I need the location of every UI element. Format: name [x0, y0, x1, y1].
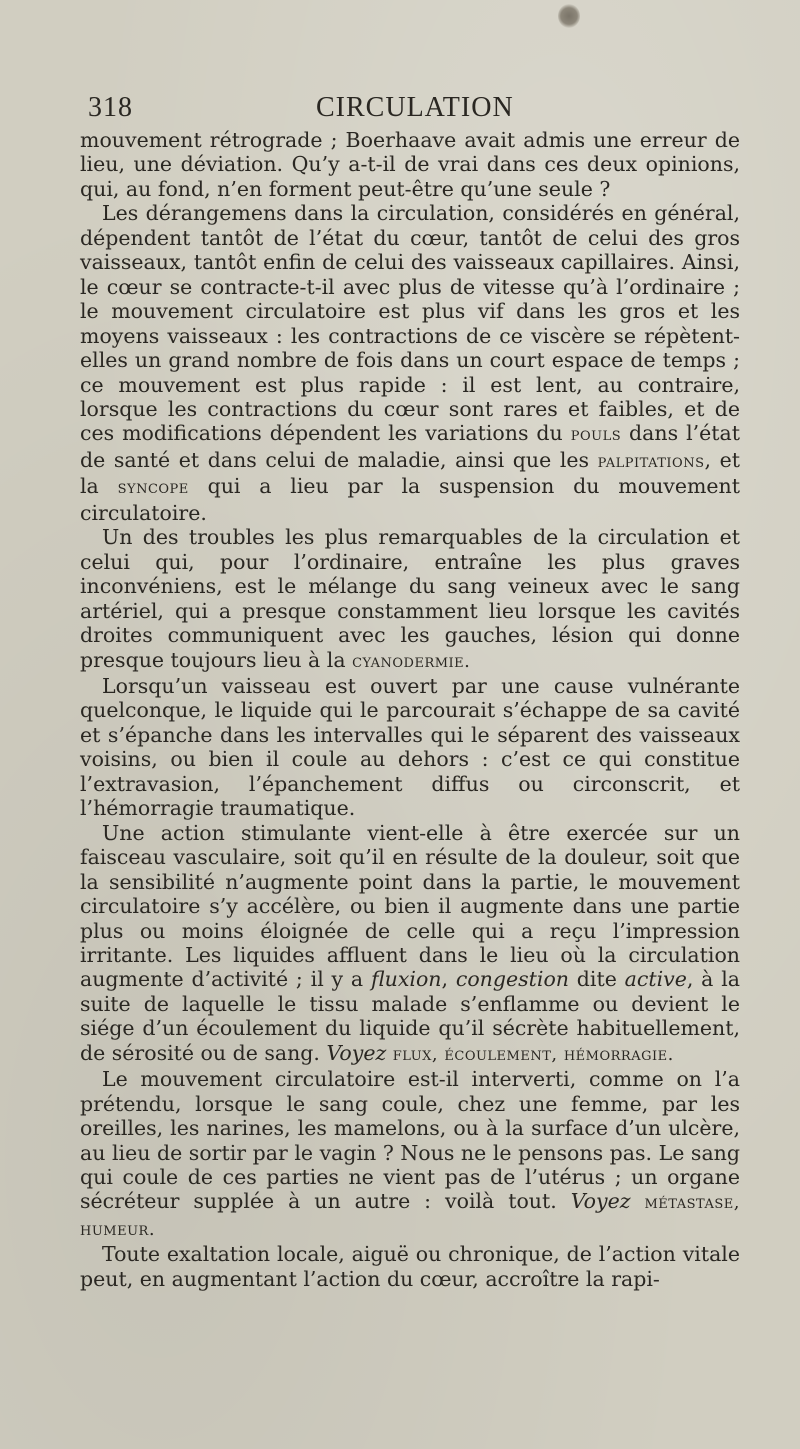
ink-stain — [558, 4, 580, 28]
paragraph-text: qui a lieu par la suspension du mouvement circulatoire. — [80, 474, 740, 525]
paragraph-text: , et la — [80, 447, 740, 499]
paragraph-7 — [80, 1242, 740, 1291]
paragraph-text: Lorsqu’un vaisseau est ouvert par une cause vulnérante quelconque, le liquide qui le parcourait s’échappe de sa cavité et s’épanche dans les intervalles qui le séparent des vaisseaux voisins, ou bien il coule au dehors : c’est ce qui constitue l’extravasion, l’épanchement diffus ou circonscrit, et l’hémorragie traumatique. — [80, 673, 740, 821]
paragraph-text: , — [441, 967, 456, 992]
paragraph-2 — [80, 201, 740, 525]
cross-reference-voyez: Voyez — [570, 1189, 631, 1214]
term-active: active — [624, 967, 687, 992]
cross-reference-terms: flux, écoulement, hémorragie. — [392, 1043, 674, 1065]
page-number: 318 — [88, 92, 133, 123]
body-text — [80, 128, 740, 1291]
paragraph-text: dans l’état de santé et dans celui de maladie, ainsi que les — [80, 421, 740, 472]
paragraph-text: mouvement rétrograde ; Boerhaave avait admis une erreur de lieu, une déviation. Qu’y a-t-il de vrai dans ces deux opinions, qui, au fond, n’en forment peut-être qu’une seule ? — [80, 128, 740, 201]
paragraph-1 — [80, 128, 740, 201]
page-header — [88, 92, 748, 132]
paragraph-3 — [80, 525, 740, 674]
term-palpitations: palpitations — [597, 450, 705, 472]
term-fluxion: fluxion — [370, 967, 442, 992]
term-pouls: pouls — [570, 424, 622, 446]
paragraph-text: Le mouvement circulatoire est-il interverti, comme on l’a prétendu, lorsque le sang coule, chez une femme, par les oreilles, les narines, les mamelons, ou à la surface d’un ulcère, au lieu de sortir par le vagin ? Nous ne le pensons pas. Le sang qui coule de ces parties ne vient pas de l’utérus ; un organe sécréteur supplée à un autre : voilà tout. — [80, 1067, 740, 1214]
paragraph-6 — [80, 1067, 740, 1242]
paragraph-text: Un des troubles les plus remarquables de la circulation et celui qui, pour l’ordinaire, entraîne les plus graves inconvéniens, est le mélange du sang veineux avec le sang artériel, qui a presque constamment lieu lorsque les cavités droites communiquent avec les gauches, lésion qui donne presque toujours lieu à la — [80, 525, 740, 672]
term-congestion: congestion — [455, 967, 569, 992]
cross-reference-terms: métastase, humeur. — [80, 1192, 740, 1240]
cross-reference-voyez: Voyez — [326, 1040, 387, 1065]
paragraph-text: Les dérangemens dans la circulation, considérés en général, dépendent tantôt de l’état du cœur, tantôt de celui des gros vaisseaux, tantôt enfin de celui des vaisseaux capillaires. Ainsi, le cœur se contracte-t-il avec plus de vitesse qu’à l’ordinaire ; le mouvement circulatoire est plus vif dans les gros et les moyens vaisseaux : les contractions de ce viscère se répètent-elles un grand nombre de fois dans un court espace de temps ; ce mouvement est plus rapide : il est lent, au contraire, lorsque les contractions du cœur sont rares et faibles, et de ces modifications dépendent les variations du — [80, 201, 740, 446]
paragraph-4 — [80, 674, 740, 821]
paragraph-text: Une action stimulante vient-elle à être exercée sur un faisceau vasculaire, soit qu’il en résulte de la douleur, soit que la sensibilité n’augmente point dans la partie, le mouvement circulatoire s’y accélère, ou bien il augmente dans une partie plus ou moins éloignée de celle qui a reçu l’impression irritante. Les liquides affluent dans le lieu où la circulation augmente d’activité ; il y a — [80, 820, 740, 992]
term-syncope: syncope — [117, 477, 189, 499]
paragraph-text: Toute exaltation locale, aiguë ou chronique, de l’action vitale peut, en augmentant l’action du cœur, accroître la rapi- — [80, 1242, 740, 1291]
paragraph-text: dite — [568, 967, 625, 992]
term-cyanodermie: cyanodermie. — [352, 650, 471, 672]
paragraph-text: , à la suite de laquelle le tissu malade s’enflamme ou devient le siége d’un écoulement du liquide qu’il sécrète habituellement, de sérosité ou de sang. — [80, 967, 740, 1065]
paragraph-5 — [80, 821, 740, 1068]
running-title: CIRCULATION — [316, 92, 514, 123]
